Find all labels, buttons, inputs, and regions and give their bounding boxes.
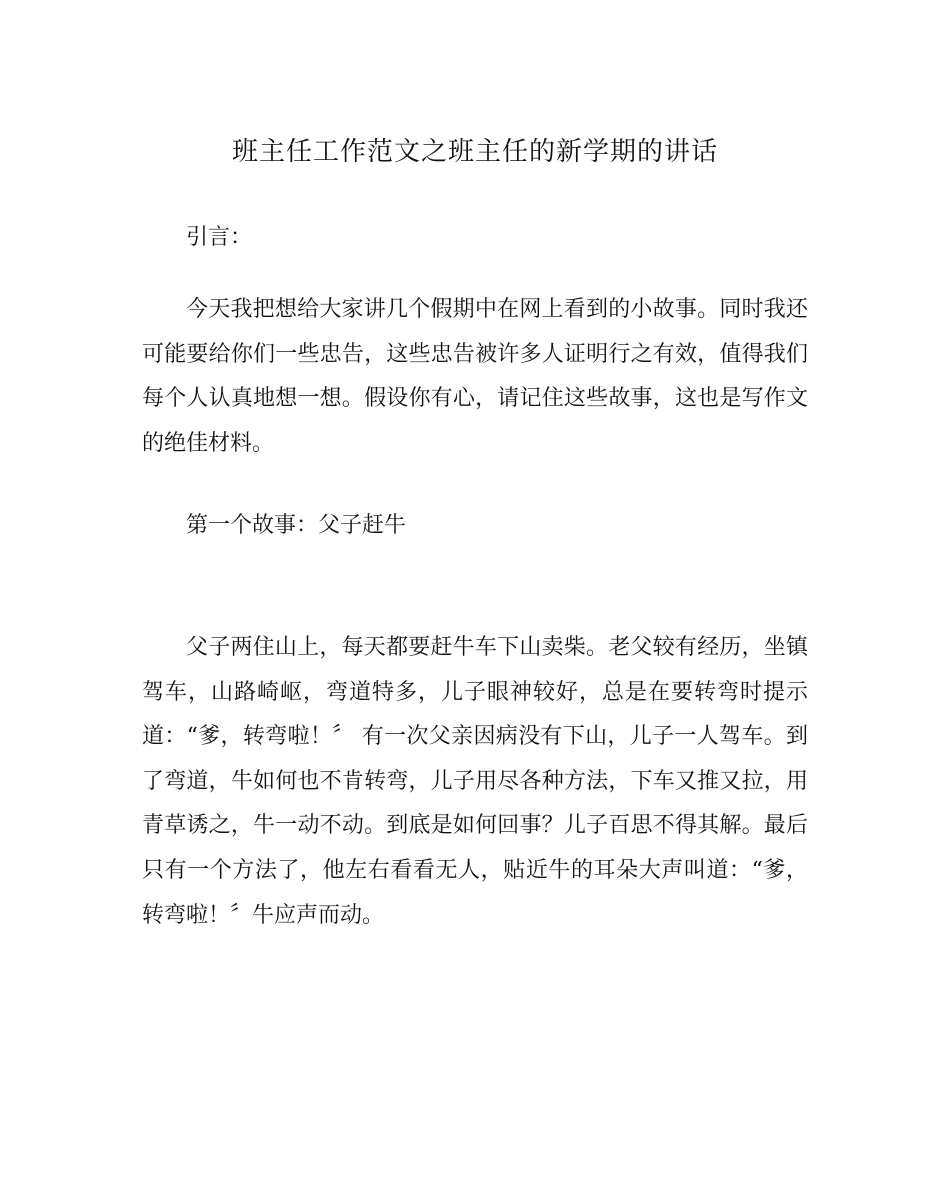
story-heading: 第一个故事：父子赶牛 [186,513,407,538]
intro-paragraph: 今天我把想给大家讲几个假期中在网上看到的小故事。同时我还可能要给你们一些忠告，这些忠告被许多人证明行之有效，值得我们每个人认真地想一想。假设你有心，请记住这些故事，这也是写作文的绝佳材料。 [142,297,808,456]
intro-label: 引言： [186,225,253,250]
document-title: 班主任工作范文之班主任的新学期的讲话 [231,137,718,167]
story-paragraph: 父子两住山上，每天都要赶牛车下山卖柴。老父较有经历，坐镇驾车，山路崎岖，弯道特多，儿子眼神较好，总是在要转弯时提示道：“爹，转弯啦！〞 有一次父亲因病没有下山，儿子一人驾车。到了弯道，牛如何也不肯转弯，儿子用尽各种方法，下车又推又拉，用青草诱之，牛一动不动。到底是如何回事？儿子百思不得其解。最后只有一个方法了，他左右看看无人，贴近牛的耳朵大声叫道：“爹，转弯啦！〞牛应声而动。 [142,635,808,928]
